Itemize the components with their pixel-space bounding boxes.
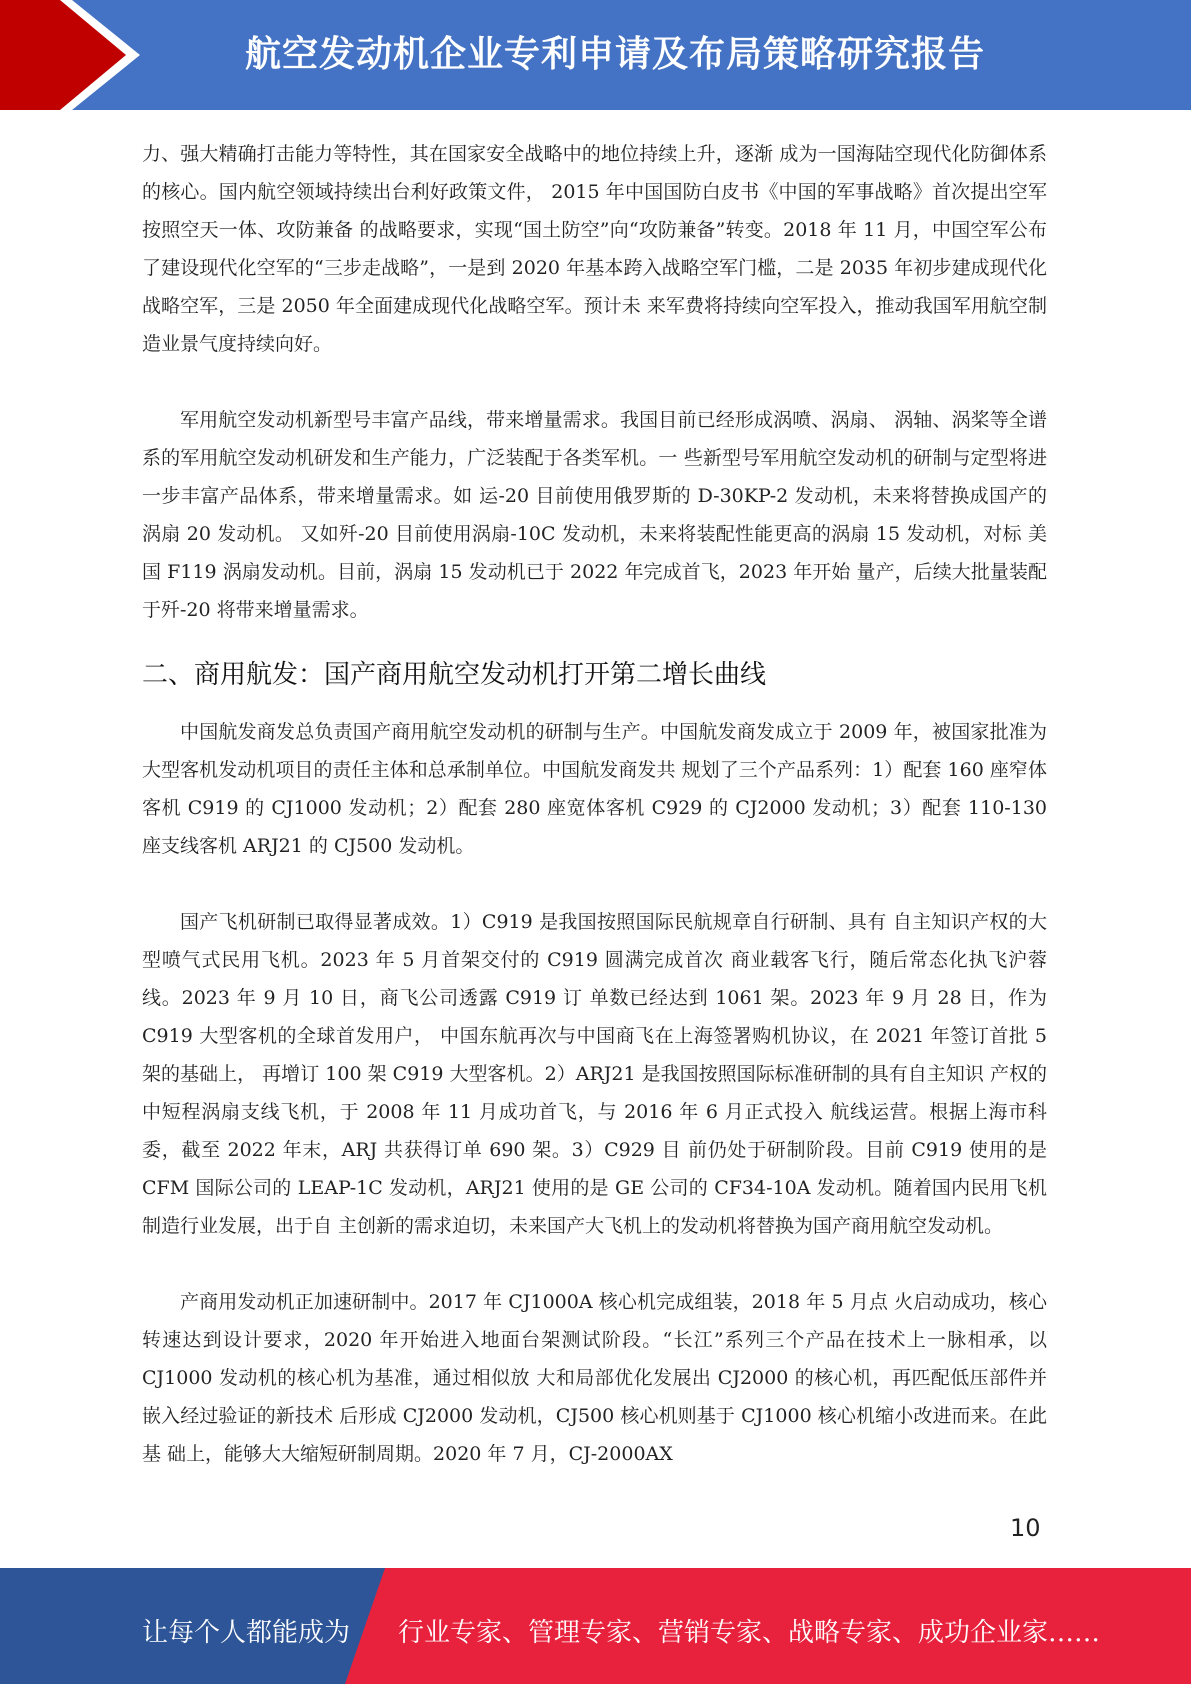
page-footer	[0, 1568, 1191, 1684]
document-body	[142, 135, 1047, 1473]
paragraph-4: 国产飞机研制已取得显著成效。1）C919 是我国按照国际民航规章自行研制、具有 自主知识产权的大型喷气式民用飞机。2023 年 5 月首架交付的 C919 圆满完成首次 商业载客飞行，随后常态化执飞沪蓉线。2023 年 9 月 10 日，商飞公司透露 C919 订 单数已经达到 1061 架。2023 年 9 月 28 日，作为 C919 大型客机的全球首发用户， 中国东航再次与中国商飞在上海签署购机协议，在 2021 年签订首批 5 架的基础上， 再增订 100 架 C919 大型客机。2）ARJ21 是我国按照国际标准研制的具有自主知识 产权的中短程涡扇支线飞机，于 2008 年 11 月成功首飞，与 2016 年 6 月正式投入 航线运营。根据上海市科委，截至 2022 年末，ARJ 共获得订单 690 架。3）C929 目 前仍处于研制阶段。目前 C919 使用的是 CFM 国际公司的 LEAP-1C 发动机，ARJ21 使用的是 GE 公司的 CF34-10A 发动机。随着国内民用飞机制造行业发展，出于自 主创新的需求迫切，未来国产大飞机上的发动机将替换为国产商用航空发动机。	[142, 911, 1047, 1237]
page-header	[0, 0, 1191, 110]
paragraph-3: 中国航发商发总负责国产商用航空发动机的研制与生产。中国航发商发成立于 2009 年，被国家批准为大型客机发动机项目的责任主体和总承制单位。中国航发商发共 规划了三个产品系列：1）配套 160 座窄体客机 C919 的 CJ1000 发动机；2）配套 280 座宽体客机 C929 的 CJ2000 发动机；3）配套 110-130 座支线客机 ARJ21 的 CJ500 发动机。	[142, 721, 1047, 857]
section-heading: 二、商用航发：国产商用航空发动机打开第二增长曲线	[142, 660, 767, 690]
paragraph-1: 力、强大精确打击能力等特性，其在国家安全战略中的地位持续上升，逐渐 成为一国海陆空现代化防御体系的核心。国内航空领域持续出台利好政策文件， 2015 年中国国防白皮书《中国的军事战略》首次提出空军按照空天一体、攻防兼备 的战略要求，实现“国土防空”向“攻防兼备”转变。2018 年 11 月，中国空军公布 了建设现代化空军的“三步走战略”，一是到 2020 年基本跨入战略空军门槛，二是 2035 年初步建成现代化战略空军，三是 2050 年全面建成现代化战略空军。预计未 来军费将持续向空军投入，推动我国军用航空制造业景气度持续向好。	[142, 143, 1047, 355]
paragraph-5: 产商用发动机正加速研制中。2017 年 CJ1000A 核心机完成组装，2018 年 5 月点 火启动成功，核心转速达到设计要求，2020 年开始进入地面台架测试阶段。“长江”系列三个产品在技术上一脉相承，以 CJ1000 发动机的核心机为基准，通过相似放 大和局部优化发展出 CJ2000 的核心机，再匹配低压部件并嵌入经过验证的新技术 后形成 CJ2000 发动机，CJ500 核心机则基于 CJ1000 核心机缩小改进而来。在此基 础上，能够大大缩短研制周期。2020 年 7 月，CJ-2000AX	[142, 1291, 1047, 1465]
paragraph-2: 军用航空发动机新型号丰富产品线，带来增量需求。我国目前已经形成涡喷、涡扇、 涡轴、涡桨等全谱系的军用航空发动机研发和生产能力，广泛装配于各类军机。一 些新型号军用航空发动机的研制与定型将进一步丰富产品体系，带来增量需求。如 运-20 目前使用俄罗斯的 D-30KP-2 发动机，未来将替换成国产的涡扇 20 发动机。 又如歼-20 目前使用涡扇-10C 发动机，未来将装配性能更高的涡扇 15 发动机，对标 美国 F119 涡扇发动机。目前，涡扇 15 发动机已于 2022 年完成首飞，2023 年开始 量产，后续大批量装配于歼-20 将带来增量需求。	[142, 409, 1047, 621]
page-number: 10	[1010, 1514, 1041, 1542]
report-title: 航空发动机企业专利申请及布局策略研究报告	[245, 34, 986, 75]
footer-slogan-left: 让每个人都能成为	[142, 1618, 351, 1648]
footer-slogan-right: 行业专家、管理专家、营销专家、战略专家、成功企业家……	[398, 1618, 1101, 1648]
